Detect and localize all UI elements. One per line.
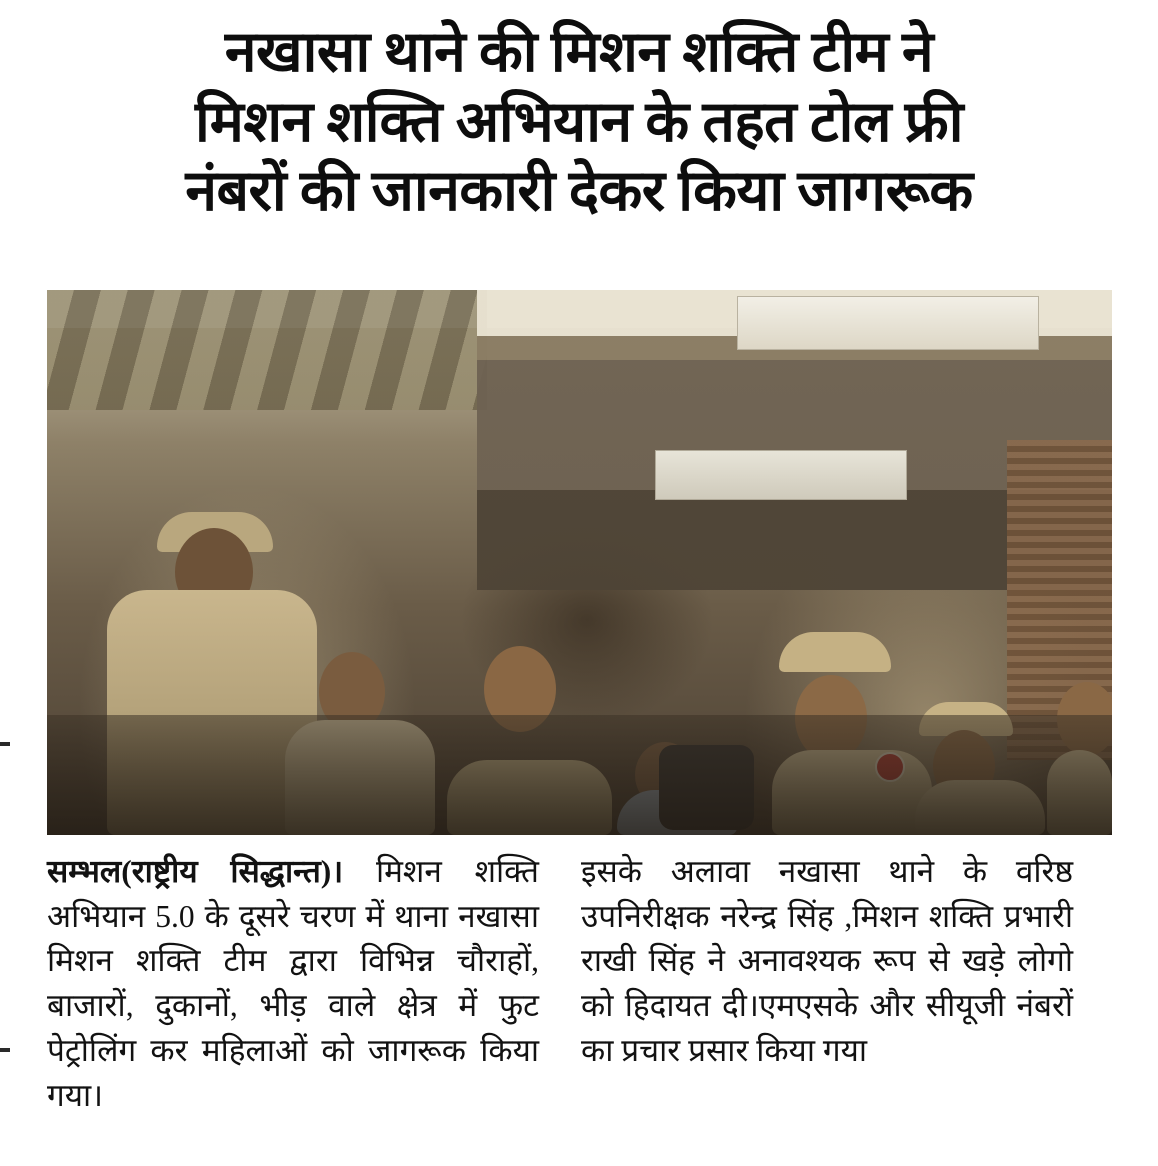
headline-line-2: मिशन शक्ति अभियान के तहत टोल फ्री	[194, 90, 964, 154]
signboard-top	[737, 296, 1039, 350]
scan-artifact-2	[0, 1048, 10, 1052]
news-clipping-page	[0, 18, 1158, 1166]
body-column-right	[581, 850, 1073, 1118]
signboard-mid	[655, 450, 907, 500]
body-paragraph-left	[47, 850, 539, 1118]
body-column-left	[47, 850, 539, 1118]
body-text-left: मिशन शक्ति अभियान 5.0 के दूसरे चरण में थाना नखासा मिशन शक्ति टीम द्वारा विभिन्न चौराहों, बाजारों, दुकानों, भीड़ वाले क्षेत्र में फुट पेट्रोलिंग कर महिलाओं को जागरूक किया गया।	[47, 854, 539, 1113]
body-paragraph-right	[581, 850, 1073, 1074]
police-cap-2	[779, 632, 891, 672]
scan-artifact-1	[0, 742, 10, 746]
body-text-right: इसके अलावा नखासा थाने के वरिष्ठ उपनिरीक्षक नरेन्द्र सिंह ,मिशन शक्ति प्रभारी राखी सिंह ने अनावश्यक रूप से खड़े लोगो को हिदायत दी।एमएसके और सीयूजी नंबरों का प्रचार प्रसार किया गया	[581, 854, 1073, 1068]
photo-backdrop	[47, 290, 1112, 835]
page-title	[49, 18, 1109, 227]
article-body	[47, 850, 1112, 1118]
headline-line-3: नंबरों की जानकारी देकर किया जागरूक	[185, 160, 973, 224]
market-awning	[47, 290, 487, 410]
street-ground	[47, 715, 1112, 835]
article-photo	[47, 290, 1112, 835]
headline-line-1: नखासा थाने की मिशन शक्ति टीम ने	[224, 21, 934, 84]
dateline: सम्भल(राष्ट्रीय सिद्धान्त)।	[47, 854, 344, 889]
